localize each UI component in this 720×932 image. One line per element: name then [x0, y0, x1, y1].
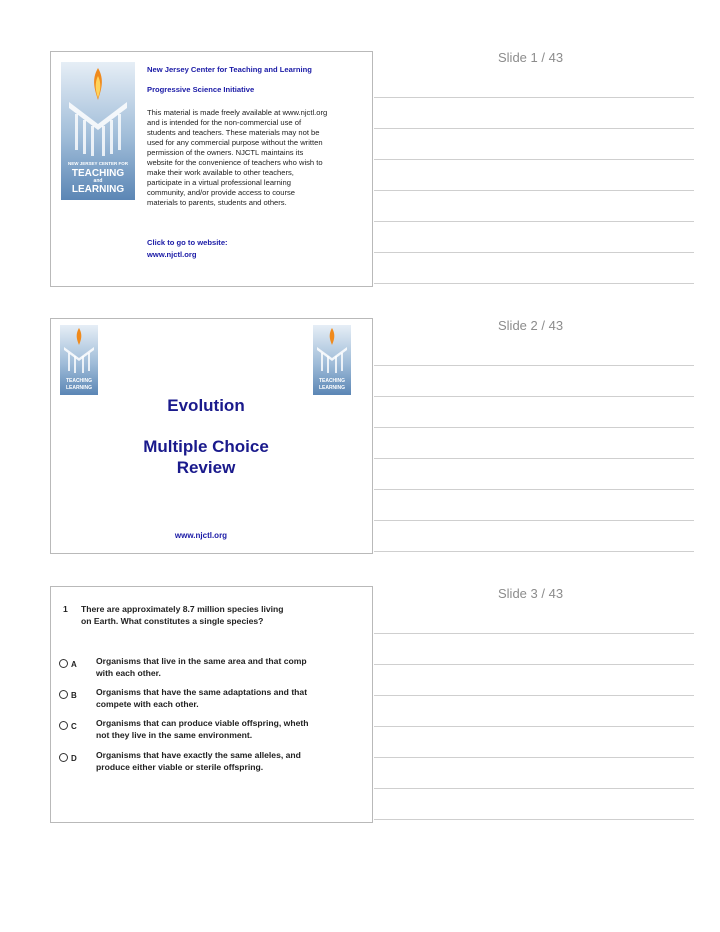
note-line: [374, 633, 694, 634]
slide-number: Slide 3 / 43: [498, 586, 564, 601]
note-line: [374, 427, 694, 428]
slide-title: Evolution: [167, 396, 245, 415]
question-number: 1: [63, 604, 68, 614]
option-text: Organisms that have the same adaptations and that compete with each other.: [96, 687, 308, 709]
slide-1: [50, 51, 373, 287]
note-line: [374, 458, 694, 459]
radio-button[interactable]: [59, 753, 68, 762]
njctl-logo-left: TEACHING LEARNING: [60, 325, 98, 395]
note-line: [374, 788, 694, 789]
logo-word-learning: LEARNING: [71, 184, 125, 195]
slide-number: Slide 2 / 43: [498, 318, 564, 333]
website-link[interactable]: www.njctl.org: [174, 531, 228, 540]
answer-option-d[interactable]: [59, 749, 373, 777]
note-line: [374, 664, 694, 665]
slide-number: Slide 1 / 43: [498, 50, 564, 65]
org-name: New Jersey Center for Teaching and Learning: [147, 65, 312, 74]
initiative-name: Progressive Science Initiative: [147, 85, 255, 94]
note-line: [374, 489, 694, 490]
note-line: [374, 757, 694, 758]
note-line: [374, 159, 694, 160]
logo-word-and: and: [93, 178, 103, 184]
note-line: [374, 365, 694, 366]
radio-button[interactable]: [59, 721, 68, 730]
slide-subtitle: Multiple Choice: [143, 437, 269, 456]
slide-3: [50, 586, 373, 823]
option-letter: B: [71, 691, 77, 700]
note-line: [374, 819, 694, 820]
note-line: [374, 97, 694, 98]
njctl-logo: [61, 62, 135, 200]
note-line: [374, 695, 694, 696]
logo-word-teaching: TEACHING: [71, 168, 125, 179]
answer-option-c[interactable]: [59, 717, 373, 745]
njctl-logo-right: TEACHING LEARNING: [313, 325, 351, 395]
radio-button[interactable]: [59, 659, 68, 668]
note-line: [374, 221, 694, 222]
website-link[interactable]: www.njctl.org: [147, 250, 197, 259]
answer-option-a[interactable]: [59, 655, 373, 683]
answer-option-b[interactable]: [59, 686, 373, 714]
note-line: [374, 396, 694, 397]
logo-caption: NEW JERSEY CENTER FOR: [68, 161, 128, 166]
radio-button[interactable]: [59, 690, 68, 699]
website-link-label[interactable]: Click to go to website:: [147, 238, 228, 247]
note-line: [374, 128, 694, 129]
note-line: [374, 190, 694, 191]
note-line: [374, 520, 694, 521]
note-line: [374, 726, 694, 727]
note-line: [374, 283, 694, 284]
option-text: Organisms that can produce viable offspring, wheth not they live in the same environment.: [96, 718, 309, 740]
note-line: [374, 551, 694, 552]
note-line: [374, 252, 694, 253]
option-letter: A: [71, 660, 77, 669]
option-text: Organisms that live in the same area and that comp with each other.: [96, 656, 307, 678]
option-text: Organisms that have exactly the same alleles, and produce either viable or sterile offspring.: [96, 750, 301, 772]
option-letter: D: [71, 754, 77, 763]
question-text: There are approximately 8.7 million species living on Earth. What constitutes a single species?: [81, 604, 284, 626]
usage-notice: This material is made freely available at www.njctl.org and is intended for the non-commercial use of students and teachers. These materials may not be used for any commercial purpose without the written permission of the owners. NJCTL maintains its website for the convenience of teachers who wish to make their work available to other teachers, participate in a virtual professional learning community, and/or provide access to course materials to parents, students and others.: [147, 108, 328, 207]
slide-subtitle: Review: [176, 458, 236, 477]
option-letter: C: [71, 722, 77, 731]
slide-2: [50, 318, 373, 554]
